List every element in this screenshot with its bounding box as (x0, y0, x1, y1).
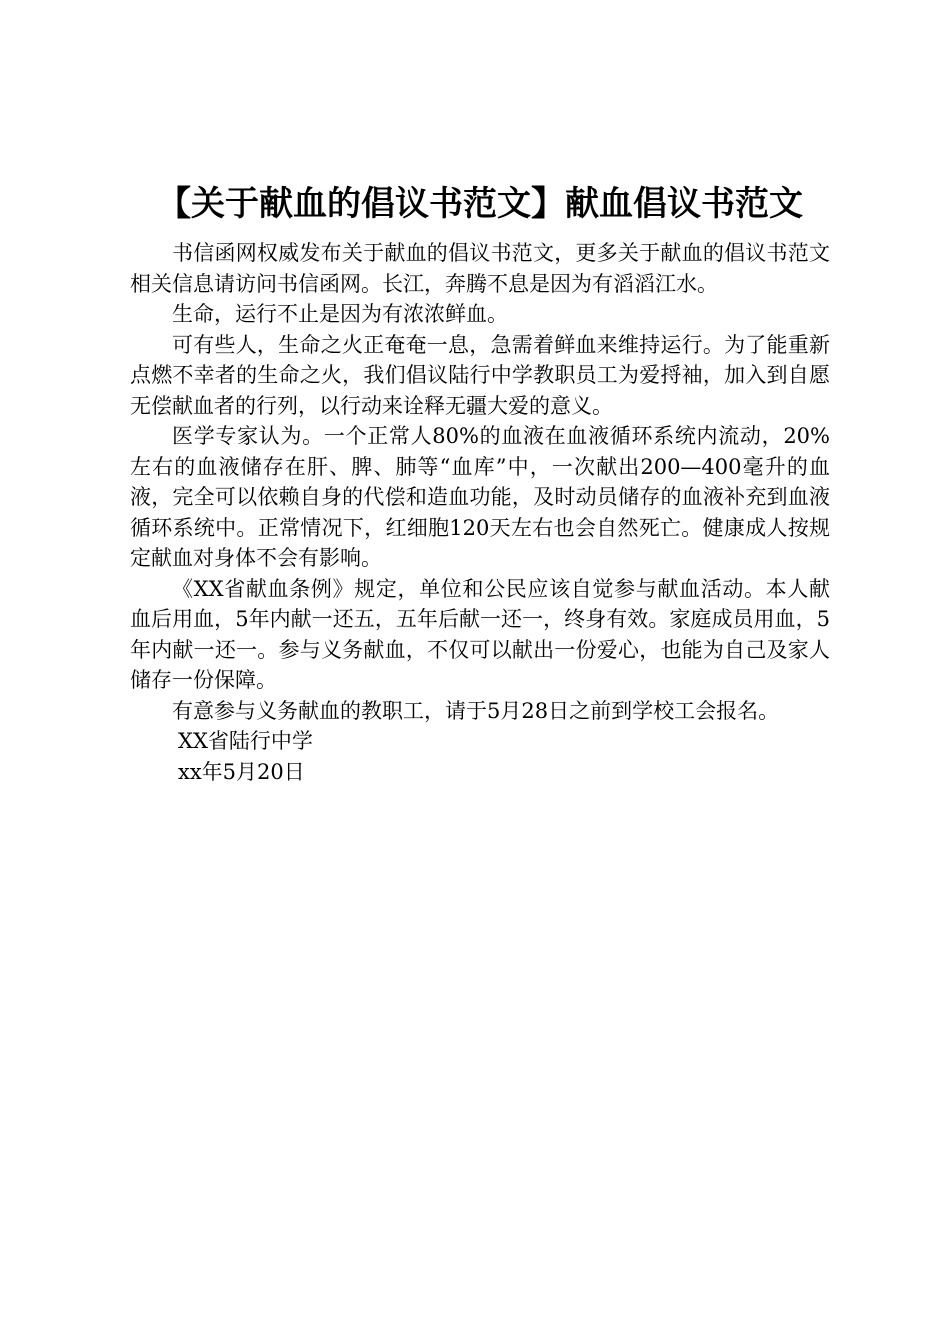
paragraph-intro: 书信函网权威发布关于献血的倡议书范文，更多关于献血的倡议书范文相关信息请访问书信函网。长江，奔腾不息是因为有滔滔江水。 (130, 241, 830, 296)
document-title: 【关于献血的倡议书范文】献血倡议书范文 (157, 184, 803, 224)
paragraph-appeal: 可有些人，生命之火正奄奄一息，急需着鲜血来维持运行。为了能重新点燃不幸者的生命之火，我们倡议陆行中学教职员工为爱捋袖，加入到自愿无偿献血者的行列，以行动来诠释无疆大爱的意义。 (130, 332, 830, 418)
paragraph-regulation: 《XX省献血条例》规定，单位和公民应该自觉参与献血活动。本人献血后用血，5年内献一还五，五年后献一还一，终身有效。家庭成员用血，5年内献一还一。参与义务献血，不仅可以献出一份爱心，也能为自己及家人储存一份保障。 (130, 576, 830, 692)
paragraph-medical: 医学专家认为。一个正常人80%的血液在血液循环系统内流动，20%左右的血液储存在肝、脾、肺等“血库”中，一次献出200—400毫升的血液，完全可以依赖自身的代偿和造血功能，及时动员储存的血液补充到血液循环系统中。正常情况下，红细胞120天左右也会自然死亡。健康成人按规定献血对身体不会有影响。 (130, 424, 830, 570)
document-body (130, 182, 830, 787)
paragraph-life: 生命，运行不止是因为有浓浓鲜血。 (172, 302, 508, 326)
signature-organization: XX省陆行中学 (178, 729, 313, 753)
paragraph-signup: 有意参与义务献血的教职工，请于5月28日之前到学校工会报名。 (172, 698, 780, 723)
signature-date: xx年5月20日 (178, 759, 305, 784)
